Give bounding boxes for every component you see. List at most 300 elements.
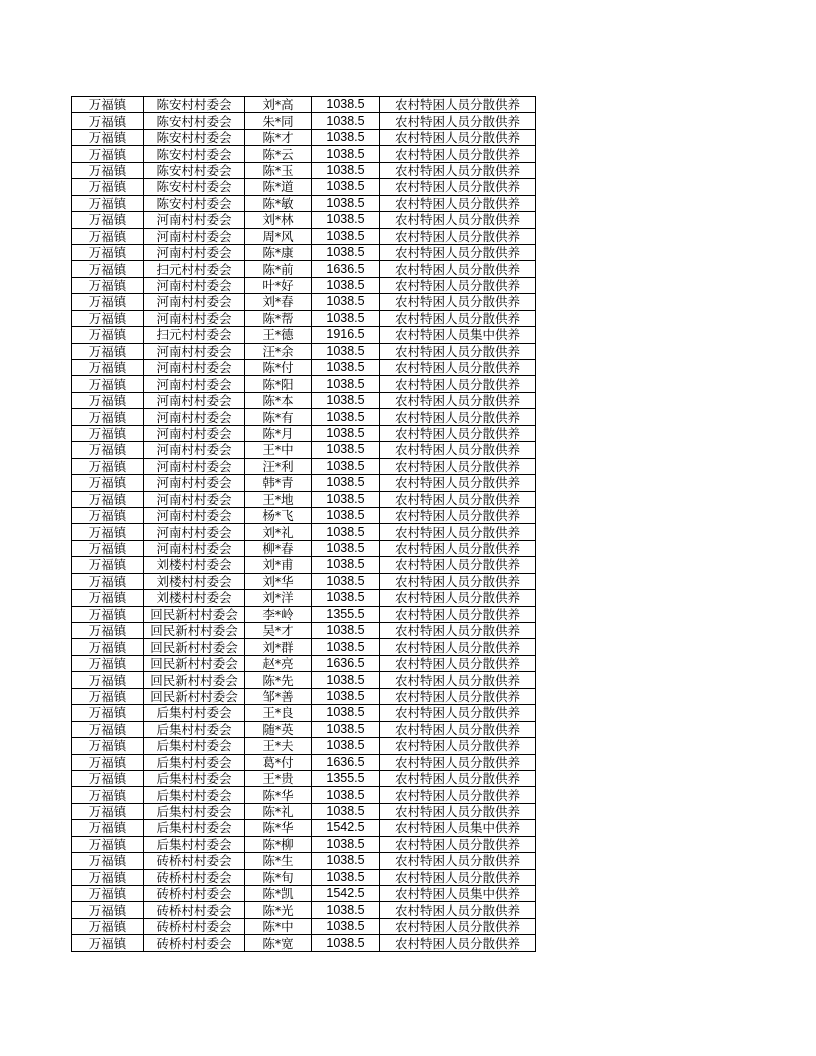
name-cell: 杨*飞 [245, 507, 312, 523]
support-type-cell: 农村特困人员分散供养 [380, 343, 536, 359]
town-cell: 万福镇 [72, 442, 144, 458]
table-row [72, 261, 536, 277]
amount-cell: 1038.5 [312, 212, 380, 228]
village-cell: 河南村村委会 [144, 244, 245, 260]
amount-cell: 1038.5 [312, 869, 380, 885]
table-row [72, 770, 536, 786]
town-cell: 万福镇 [72, 261, 144, 277]
town-cell: 万福镇 [72, 212, 144, 228]
town-cell: 万福镇 [72, 573, 144, 589]
amount-cell: 1038.5 [312, 409, 380, 425]
support-type-cell: 农村特困人员分散供养 [380, 507, 536, 523]
support-type-cell: 农村特困人员分散供养 [380, 475, 536, 491]
village-cell: 刘楼村村委会 [144, 557, 245, 573]
amount-cell: 1038.5 [312, 360, 380, 376]
table-row [72, 343, 536, 359]
support-type-cell: 农村特困人员分散供养 [380, 524, 536, 540]
name-cell: 陈*礼 [245, 803, 312, 819]
amount-cell: 1038.5 [312, 688, 380, 704]
name-cell: 王*良 [245, 705, 312, 721]
village-cell: 河南村村委会 [144, 507, 245, 523]
village-cell: 河南村村委会 [144, 277, 245, 293]
town-cell: 万福镇 [72, 623, 144, 639]
support-type-cell: 农村特困人员分散供养 [380, 97, 536, 113]
town-cell: 万福镇 [72, 770, 144, 786]
amount-cell: 1038.5 [312, 738, 380, 754]
village-cell: 刘楼村村委会 [144, 590, 245, 606]
name-cell: 葛*付 [245, 754, 312, 770]
name-cell: 刘*礼 [245, 524, 312, 540]
village-cell: 回民新村村委会 [144, 623, 245, 639]
support-type-cell: 农村特困人员分散供养 [380, 738, 536, 754]
amount-cell: 1038.5 [312, 442, 380, 458]
village-cell: 后集村村委会 [144, 820, 245, 836]
town-cell: 万福镇 [72, 195, 144, 211]
town-cell: 万福镇 [72, 294, 144, 310]
town-cell: 万福镇 [72, 310, 144, 326]
town-cell: 万福镇 [72, 507, 144, 523]
town-cell: 万福镇 [72, 97, 144, 113]
name-cell: 刘*洋 [245, 590, 312, 606]
town-cell: 万福镇 [72, 738, 144, 754]
village-cell: 河南村村委会 [144, 524, 245, 540]
support-type-cell: 农村特困人员分散供养 [380, 721, 536, 737]
table-row [72, 836, 536, 852]
amount-cell: 1038.5 [312, 491, 380, 507]
amount-cell: 1355.5 [312, 606, 380, 622]
town-cell: 万福镇 [72, 902, 144, 918]
name-cell: 朱*同 [245, 113, 312, 129]
amount-cell: 1916.5 [312, 327, 380, 343]
amount-cell: 1038.5 [312, 475, 380, 491]
support-type-cell: 农村特困人员分散供养 [380, 162, 536, 178]
name-cell: 韩*青 [245, 475, 312, 491]
village-cell: 河南村村委会 [144, 360, 245, 376]
support-type-cell: 农村特困人员分散供养 [380, 623, 536, 639]
support-type-cell: 农村特困人员分散供养 [380, 129, 536, 145]
name-cell: 王*中 [245, 442, 312, 458]
village-cell: 后集村村委会 [144, 705, 245, 721]
name-cell: 陈*帮 [245, 310, 312, 326]
name-cell: 王*德 [245, 327, 312, 343]
name-cell: 陈*凯 [245, 886, 312, 902]
town-cell: 万福镇 [72, 392, 144, 408]
name-cell: 陈*有 [245, 409, 312, 425]
name-cell: 陈*宽 [245, 935, 312, 951]
town-cell: 万福镇 [72, 672, 144, 688]
village-cell: 后集村村委会 [144, 803, 245, 819]
name-cell: 刘*林 [245, 212, 312, 228]
name-cell: 汪*利 [245, 458, 312, 474]
support-type-cell: 农村特困人员分散供养 [380, 195, 536, 211]
name-cell: 陈*柳 [245, 836, 312, 852]
support-type-cell: 农村特困人员分散供养 [380, 409, 536, 425]
village-cell: 陈安村村委会 [144, 195, 245, 211]
amount-cell: 1038.5 [312, 97, 380, 113]
village-cell: 后集村村委会 [144, 754, 245, 770]
town-cell: 万福镇 [72, 787, 144, 803]
support-type-cell: 农村特困人员分散供养 [380, 310, 536, 326]
name-cell: 陈*旬 [245, 869, 312, 885]
support-type-cell: 农村特困人员分散供养 [380, 770, 536, 786]
town-cell: 万福镇 [72, 655, 144, 671]
town-cell: 万福镇 [72, 836, 144, 852]
town-cell: 万福镇 [72, 606, 144, 622]
table-row [72, 655, 536, 671]
support-type-cell: 农村特困人员集中供养 [380, 327, 536, 343]
table-row [72, 935, 536, 951]
village-cell: 河南村村委会 [144, 212, 245, 228]
table-row [72, 310, 536, 326]
village-cell: 后集村村委会 [144, 721, 245, 737]
town-cell: 万福镇 [72, 113, 144, 129]
name-cell: 陈*康 [245, 244, 312, 260]
village-cell: 扫元村村委会 [144, 261, 245, 277]
town-cell: 万福镇 [72, 886, 144, 902]
amount-cell: 1038.5 [312, 639, 380, 655]
village-cell: 河南村村委会 [144, 458, 245, 474]
amount-cell: 1038.5 [312, 129, 380, 145]
name-cell: 陈*生 [245, 853, 312, 869]
name-cell: 陈*敏 [245, 195, 312, 211]
town-cell: 万福镇 [72, 475, 144, 491]
town-cell: 万福镇 [72, 277, 144, 293]
support-type-cell: 农村特困人员分散供养 [380, 590, 536, 606]
table-row [72, 507, 536, 523]
name-cell: 叶*好 [245, 277, 312, 293]
village-cell: 回民新村村委会 [144, 606, 245, 622]
amount-cell: 1038.5 [312, 179, 380, 195]
support-type-cell: 农村特困人员分散供养 [380, 261, 536, 277]
name-cell: 赵*亮 [245, 655, 312, 671]
table-row [72, 738, 536, 754]
table-row [72, 557, 536, 573]
name-cell: 陈*前 [245, 261, 312, 277]
name-cell: 陈*先 [245, 672, 312, 688]
name-cell: 刘*华 [245, 573, 312, 589]
support-type-cell: 农村特困人员分散供养 [380, 212, 536, 228]
amount-cell: 1038.5 [312, 672, 380, 688]
town-cell: 万福镇 [72, 376, 144, 392]
town-cell: 万福镇 [72, 820, 144, 836]
table-row [72, 606, 536, 622]
table-row [72, 540, 536, 556]
village-cell: 陈安村村委会 [144, 162, 245, 178]
support-type-cell: 农村特困人员分散供养 [380, 146, 536, 162]
village-cell: 砖桥村村委会 [144, 902, 245, 918]
amount-cell: 1636.5 [312, 754, 380, 770]
support-type-cell: 农村特困人员分散供养 [380, 836, 536, 852]
amount-cell: 1038.5 [312, 146, 380, 162]
name-cell: 汪*余 [245, 343, 312, 359]
name-cell: 陈*道 [245, 179, 312, 195]
support-type-cell: 农村特困人员分散供养 [380, 787, 536, 803]
village-cell: 后集村村委会 [144, 836, 245, 852]
town-cell: 万福镇 [72, 491, 144, 507]
table-row [72, 688, 536, 704]
name-cell: 陈*本 [245, 392, 312, 408]
amount-cell: 1038.5 [312, 573, 380, 589]
town-cell: 万福镇 [72, 162, 144, 178]
amount-cell: 1038.5 [312, 244, 380, 260]
amount-cell: 1038.5 [312, 425, 380, 441]
name-cell: 随*英 [245, 721, 312, 737]
village-cell: 后集村村委会 [144, 738, 245, 754]
amount-cell: 1038.5 [312, 113, 380, 129]
village-cell: 河南村村委会 [144, 376, 245, 392]
table-row [72, 458, 536, 474]
village-cell: 河南村村委会 [144, 310, 245, 326]
town-cell: 万福镇 [72, 327, 144, 343]
table-row [72, 97, 536, 113]
town-cell: 万福镇 [72, 409, 144, 425]
table-row [72, 573, 536, 589]
name-cell: 陈*才 [245, 129, 312, 145]
name-cell: 王*地 [245, 491, 312, 507]
amount-cell: 1038.5 [312, 853, 380, 869]
town-cell: 万福镇 [72, 853, 144, 869]
table-row [72, 376, 536, 392]
support-type-cell: 农村特困人员分散供养 [380, 606, 536, 622]
table-row [72, 409, 536, 425]
name-cell: 邹*善 [245, 688, 312, 704]
town-cell: 万福镇 [72, 935, 144, 951]
support-type-cell: 农村特困人员分散供养 [380, 639, 536, 655]
village-cell: 河南村村委会 [144, 491, 245, 507]
amount-cell: 1542.5 [312, 886, 380, 902]
town-cell: 万福镇 [72, 639, 144, 655]
amount-cell: 1038.5 [312, 557, 380, 573]
name-cell: 陈*阳 [245, 376, 312, 392]
name-cell: 柳*春 [245, 540, 312, 556]
table-row [72, 787, 536, 803]
support-type-cell: 农村特困人员分散供养 [380, 228, 536, 244]
table-row [72, 672, 536, 688]
amount-cell: 1038.5 [312, 195, 380, 211]
village-cell: 刘楼村村委会 [144, 573, 245, 589]
village-cell: 河南村村委会 [144, 392, 245, 408]
village-cell: 后集村村委会 [144, 770, 245, 786]
village-cell: 后集村村委会 [144, 787, 245, 803]
amount-cell: 1038.5 [312, 162, 380, 178]
village-cell: 陈安村村委会 [144, 179, 245, 195]
table-row [72, 360, 536, 376]
amount-cell: 1038.5 [312, 310, 380, 326]
support-type-cell: 农村特困人员分散供养 [380, 869, 536, 885]
table-row [72, 392, 536, 408]
table-row [72, 294, 536, 310]
village-cell: 砖桥村村委会 [144, 886, 245, 902]
village-cell: 河南村村委会 [144, 409, 245, 425]
table-row [72, 803, 536, 819]
town-cell: 万福镇 [72, 705, 144, 721]
name-cell: 陈*华 [245, 787, 312, 803]
name-cell: 刘*春 [245, 294, 312, 310]
amount-cell: 1038.5 [312, 294, 380, 310]
village-cell: 回民新村村委会 [144, 655, 245, 671]
name-cell: 陈*华 [245, 820, 312, 836]
amount-cell: 1038.5 [312, 376, 380, 392]
amount-cell: 1636.5 [312, 261, 380, 277]
support-type-cell: 农村特困人员分散供养 [380, 853, 536, 869]
support-type-cell: 农村特困人员分散供养 [380, 244, 536, 260]
amount-cell: 1355.5 [312, 770, 380, 786]
town-cell: 万福镇 [72, 540, 144, 556]
amount-cell: 1038.5 [312, 705, 380, 721]
name-cell: 陈*云 [245, 146, 312, 162]
table-row [72, 623, 536, 639]
town-cell: 万福镇 [72, 918, 144, 934]
roster-table-body [72, 97, 536, 952]
table-row [72, 162, 536, 178]
table-row [72, 902, 536, 918]
support-type-cell: 农村特困人员分散供养 [380, 688, 536, 704]
amount-cell: 1038.5 [312, 392, 380, 408]
support-type-cell: 农村特困人员分散供养 [380, 294, 536, 310]
support-type-cell: 农村特困人员分散供养 [380, 458, 536, 474]
village-cell: 河南村村委会 [144, 343, 245, 359]
village-cell: 河南村村委会 [144, 540, 245, 556]
table-row [72, 754, 536, 770]
table-row [72, 327, 536, 343]
table-row [72, 820, 536, 836]
support-type-cell: 农村特困人员分散供养 [380, 179, 536, 195]
support-type-cell: 农村特困人员分散供养 [380, 935, 536, 951]
support-type-cell: 农村特困人员分散供养 [380, 376, 536, 392]
village-cell: 回民新村村委会 [144, 672, 245, 688]
table-row [72, 277, 536, 293]
town-cell: 万福镇 [72, 721, 144, 737]
support-type-cell: 农村特困人员集中供养 [380, 820, 536, 836]
table-row [72, 228, 536, 244]
support-type-cell: 农村特困人员分散供养 [380, 113, 536, 129]
village-cell: 回民新村村委会 [144, 688, 245, 704]
town-cell: 万福镇 [72, 129, 144, 145]
amount-cell: 1038.5 [312, 540, 380, 556]
village-cell: 砖桥村村委会 [144, 935, 245, 951]
support-type-cell: 农村特困人员分散供养 [380, 803, 536, 819]
table-row [72, 442, 536, 458]
amount-cell: 1038.5 [312, 721, 380, 737]
town-cell: 万福镇 [72, 754, 144, 770]
amount-cell: 1038.5 [312, 803, 380, 819]
support-type-cell: 农村特困人员分散供养 [380, 918, 536, 934]
support-type-cell: 农村特困人员分散供养 [380, 392, 536, 408]
town-cell: 万福镇 [72, 146, 144, 162]
support-type-cell: 农村特困人员分散供养 [380, 655, 536, 671]
name-cell: 王*贵 [245, 770, 312, 786]
town-cell: 万福镇 [72, 524, 144, 540]
table-row [72, 179, 536, 195]
village-cell: 砖桥村村委会 [144, 918, 245, 934]
name-cell: 陈*中 [245, 918, 312, 934]
town-cell: 万福镇 [72, 343, 144, 359]
table-row [72, 475, 536, 491]
table-row [72, 853, 536, 869]
table-row [72, 195, 536, 211]
village-cell: 陈安村村委会 [144, 113, 245, 129]
town-cell: 万福镇 [72, 244, 144, 260]
name-cell: 陈*付 [245, 360, 312, 376]
village-cell: 河南村村委会 [144, 475, 245, 491]
table-row [72, 425, 536, 441]
amount-cell: 1038.5 [312, 836, 380, 852]
support-type-cell: 农村特困人员分散供养 [380, 491, 536, 507]
village-cell: 砖桥村村委会 [144, 869, 245, 885]
name-cell: 刘*高 [245, 97, 312, 113]
table-row [72, 524, 536, 540]
amount-cell: 1038.5 [312, 787, 380, 803]
support-type-cell: 农村特困人员分散供养 [380, 902, 536, 918]
amount-cell: 1038.5 [312, 623, 380, 639]
town-cell: 万福镇 [72, 458, 144, 474]
table-row [72, 129, 536, 145]
amount-cell: 1038.5 [312, 228, 380, 244]
support-type-cell: 农村特困人员分散供养 [380, 573, 536, 589]
table-row [72, 721, 536, 737]
table-row [72, 886, 536, 902]
amount-cell: 1038.5 [312, 343, 380, 359]
town-cell: 万福镇 [72, 590, 144, 606]
table-row [72, 869, 536, 885]
table-row [72, 146, 536, 162]
support-type-cell: 农村特困人员分散供养 [380, 557, 536, 573]
name-cell: 李*岭 [245, 606, 312, 622]
town-cell: 万福镇 [72, 557, 144, 573]
amount-cell: 1038.5 [312, 524, 380, 540]
amount-cell: 1038.5 [312, 507, 380, 523]
name-cell: 周*风 [245, 228, 312, 244]
town-cell: 万福镇 [72, 803, 144, 819]
village-cell: 扫元村村委会 [144, 327, 245, 343]
name-cell: 陈*光 [245, 902, 312, 918]
name-cell: 王*夫 [245, 738, 312, 754]
table-row [72, 590, 536, 606]
support-type-cell: 农村特困人员分散供养 [380, 425, 536, 441]
name-cell: 陈*月 [245, 425, 312, 441]
support-type-cell: 农村特困人员分散供养 [380, 672, 536, 688]
amount-cell: 1038.5 [312, 918, 380, 934]
amount-cell: 1542.5 [312, 820, 380, 836]
town-cell: 万福镇 [72, 360, 144, 376]
table-row [72, 212, 536, 228]
village-cell: 陈安村村委会 [144, 146, 245, 162]
amount-cell: 1636.5 [312, 655, 380, 671]
table-row [72, 491, 536, 507]
village-cell: 回民新村村委会 [144, 639, 245, 655]
village-cell: 河南村村委会 [144, 294, 245, 310]
village-cell: 陈安村村委会 [144, 129, 245, 145]
town-cell: 万福镇 [72, 688, 144, 704]
table-row [72, 705, 536, 721]
town-cell: 万福镇 [72, 869, 144, 885]
town-cell: 万福镇 [72, 228, 144, 244]
name-cell: 刘*群 [245, 639, 312, 655]
village-cell: 河南村村委会 [144, 228, 245, 244]
support-type-cell: 农村特困人员集中供养 [380, 886, 536, 902]
town-cell: 万福镇 [72, 425, 144, 441]
table-row [72, 113, 536, 129]
amount-cell: 1038.5 [312, 277, 380, 293]
name-cell: 吴*才 [245, 623, 312, 639]
support-type-cell: 农村特困人员分散供养 [380, 360, 536, 376]
village-cell: 砖桥村村委会 [144, 853, 245, 869]
support-type-cell: 农村特困人员分散供养 [380, 442, 536, 458]
amount-cell: 1038.5 [312, 590, 380, 606]
amount-cell: 1038.5 [312, 935, 380, 951]
table-row [72, 918, 536, 934]
table-row [72, 244, 536, 260]
